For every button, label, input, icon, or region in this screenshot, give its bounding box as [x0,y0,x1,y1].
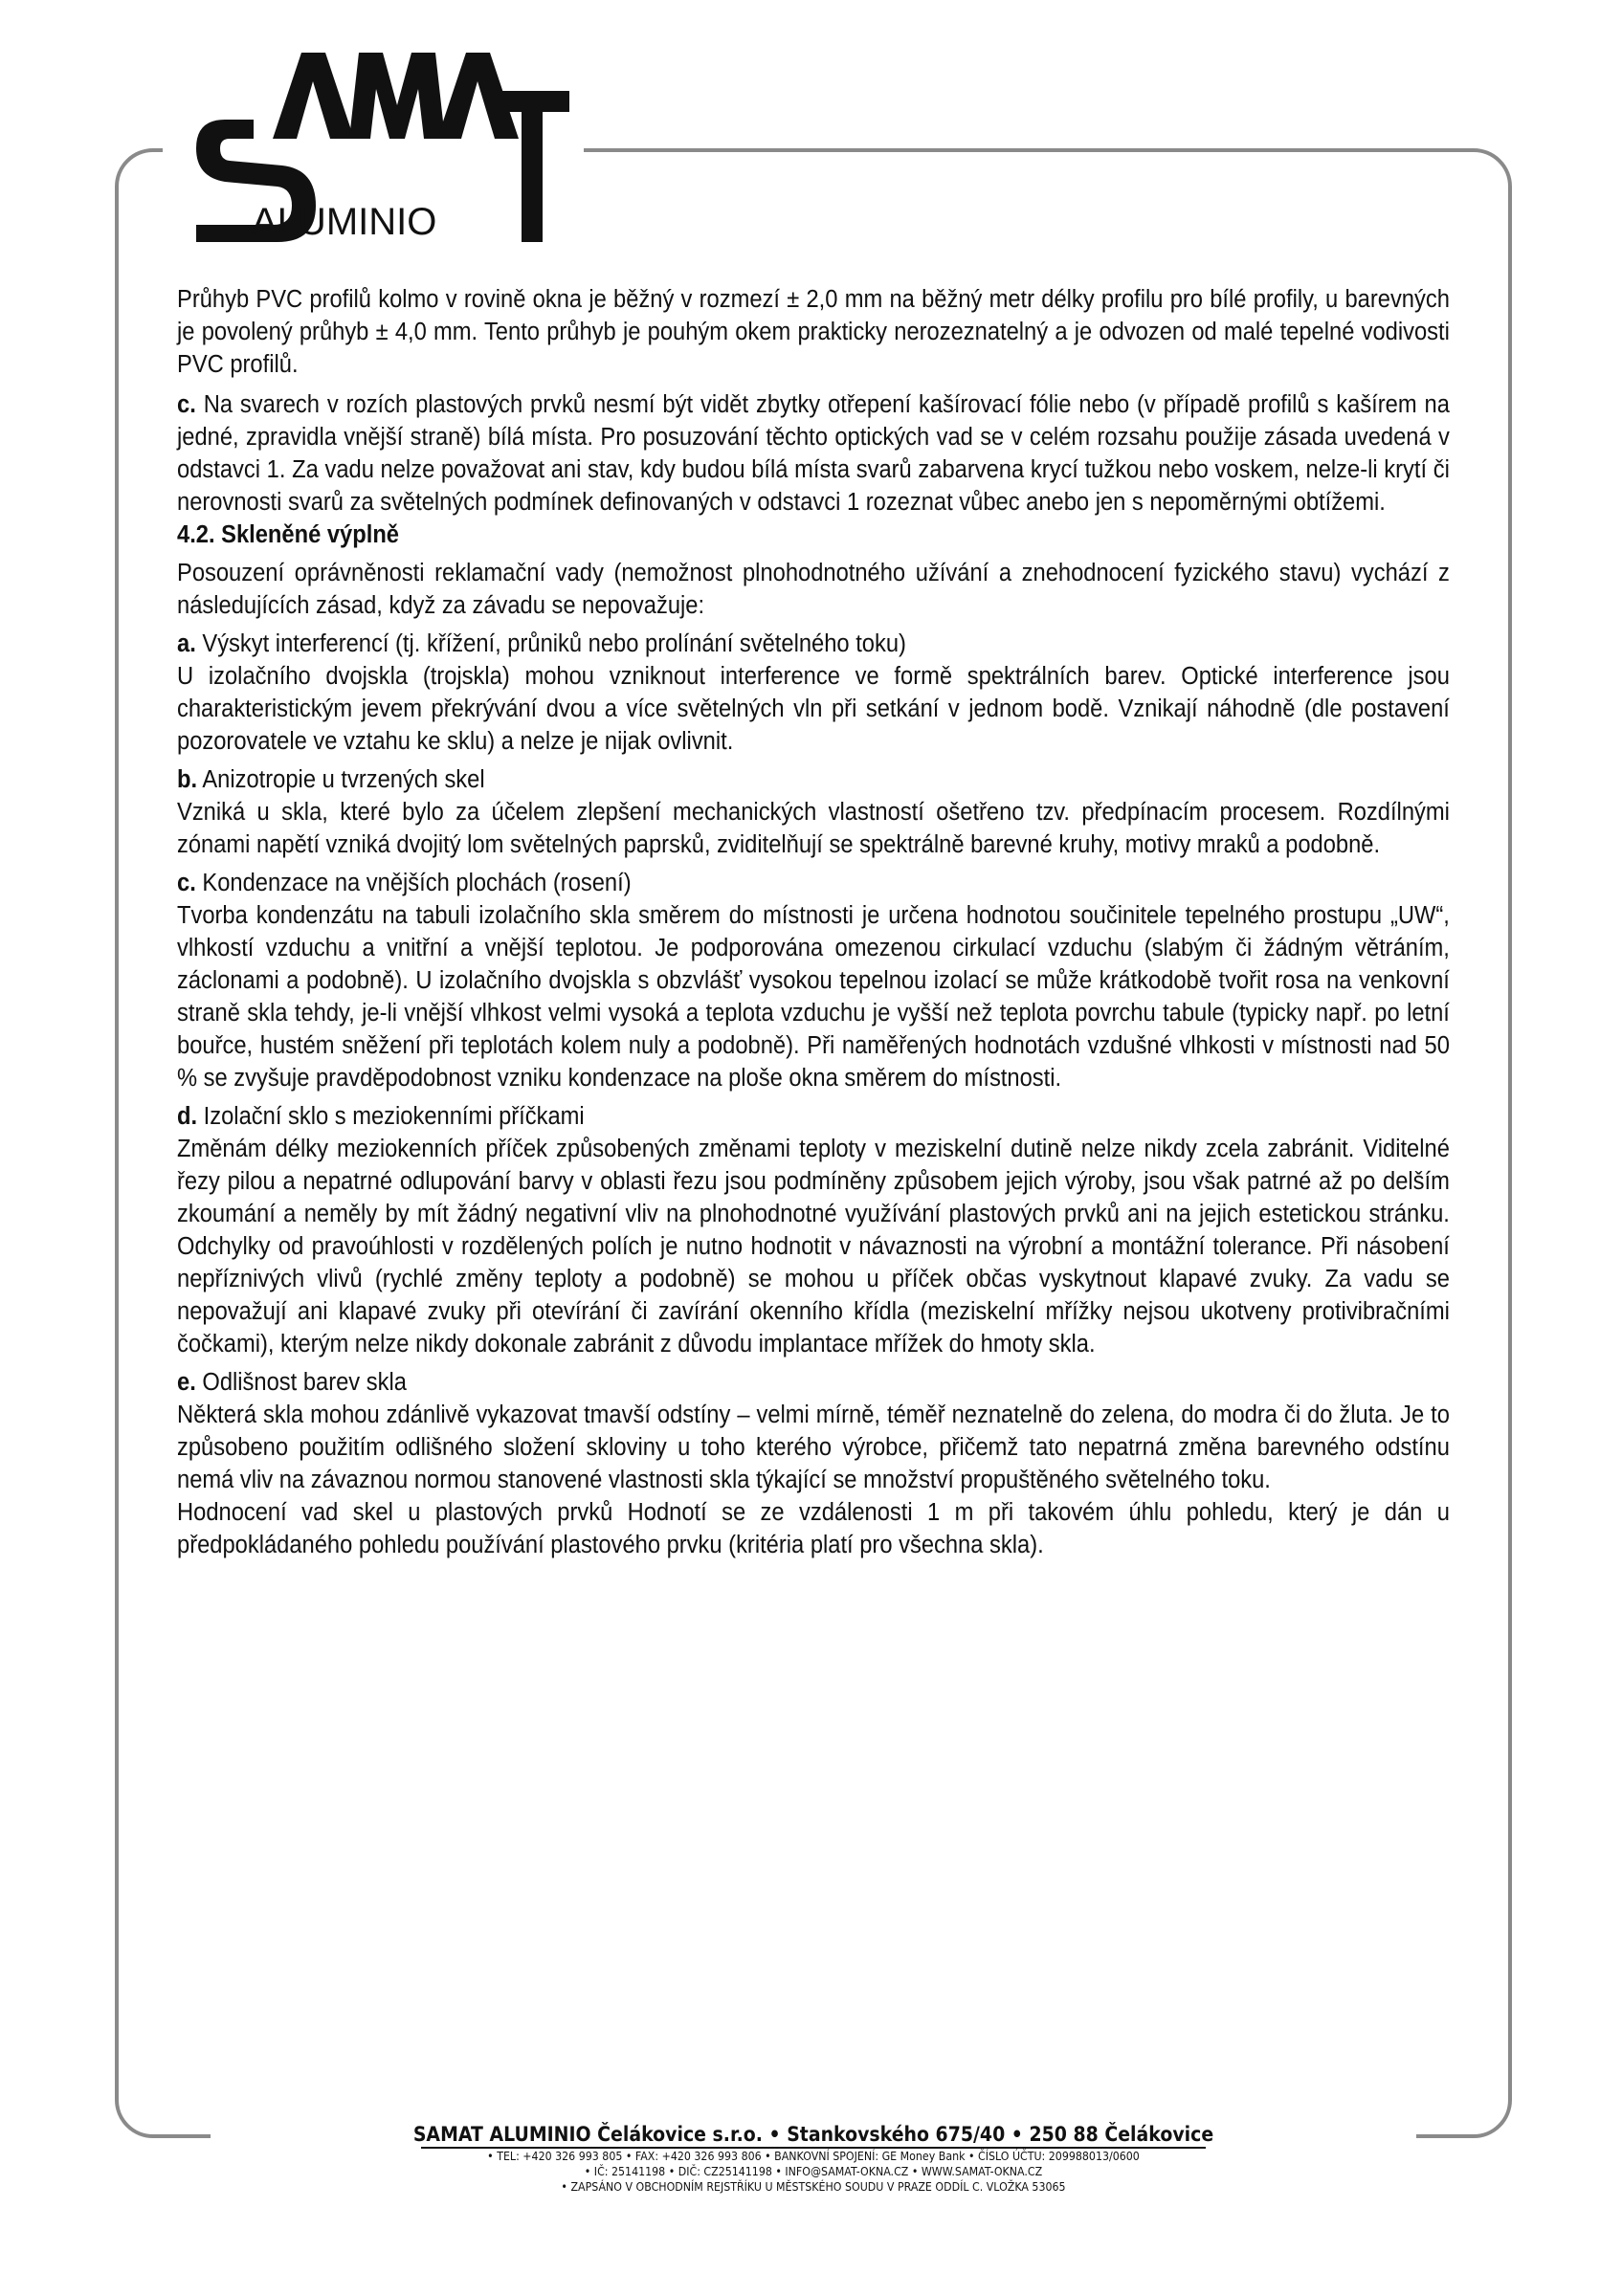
logo-text-aluminio: ALUMINIO [252,201,437,243]
item-d-title [177,1100,1450,1133]
item-label-c: c. [177,391,196,418]
item-a-title [177,628,1450,660]
item-title-b: Anizotropie u tvrzených skel [197,766,485,793]
item-text-c: Na svarech v rozích plastových prvků nesmí být vidět zbytky otřepení kašírovací fólie nebo (v případě profilů s kašírem na jedné, zpravidla vnější straně) bílá místa. Pro posuzování těchto optických vad se v celém rozsahu použije zásada uvedená v odstavci 1. Za vadu nelze považovat ani stav, kdy budou bílá místa svarů zabarvena krycí tužkou nebo voskem, nelze-li krytí či nerovnosti svarů za světelných podmínek definovaných v odstavci 1 rozeznat vůbec anebo jen s nepoměrnými obtížemi. [177,391,1450,516]
section-heading-4-2: 4.2. Skleněné výplně [177,521,400,548]
paragraph-c-welds [177,388,1450,519]
item-d-text: Změnám délky meziokenních příček způsobených změnami teploty v meziskelní dutině nelze nikdy zcela zabránit. Viditelné řezy pilou a nepatrné odlupování barvy v oblasti řezu jsou podmíněny způsobem jejich výroby, jsou však patrné až po delším zkoumání a neměly by mít žádný negativní vliv na plnohodnotné využívání plastových prvků ani na jejich estetickou stránku. Odchylky od pravoúhlosti v rozdělených polích je nutno hodnotit v návaznosti na výrobní a montážní tolerance. Při násobení nepříznivých vlivů (rychlé změny teploty a podobně) se mohou u příček občas vyskytnout klapavé zvuky. Za vadu se nepovažují ani klapavé zvuky při otevírání či zavírání okenního křídla (meziskelní mřížky nejsou ukotveny protivibračními čočkami), kterým nelze nikdy dokonale zabránit z důvodu implantace mřížek do hmoty skla. [177,1136,1450,1358]
item-label-d: d. [177,1103,198,1130]
item-b-text: Vzniká u skla, které bylo za účelem zlepšení mechanických vlastností ošetřeno tzv. předpínacím procesem. Rozdílnými zónami napětí vzniká dvojitý lom světelných paprsků, zviditelňují se spektrálně barevné kruhy, motivy mraků a podobně. [177,799,1450,858]
item-title-c2: Kondenzace na vnějších plochách (rosení) [195,870,632,896]
item-b-title [177,763,1450,796]
item-label-a: a. [177,630,196,657]
item-c2-title [177,867,1450,899]
item-label-e: e. [177,1369,196,1396]
footer [220,2122,1407,2198]
footer-contact-line: • TEL: +420 326 993 805 • FAX: +420 326 993 806 • BANKOVNÍ SPOJENÍ: GE Money Bank • ČÍSLO ÚČTU: 209988013/0600 [487,2150,1140,2163]
document-body [177,283,1450,1567]
footer-registry-line: • ZAPSÁNO V OBCHODNÍM REJSTŘÍKU U MĚSTSKÉHO SOUDU V PRAZE ODDÍL C. VLOŽKA 53065 [561,2180,1066,2194]
item-title-e: Odlišnost barev skla [195,1369,407,1396]
item-e-text: Některá skla mohou zdánlivě vykazovat tmavší odstíny – velmi mírně, téměř neznatelně do zelena, do modra či do žluta. Je to způsobeno použitím odlišného složení skloviny u toho kterého výrobce, přičemž tato nepatrná změna barevného odstínu nemá vliv na závaznou normou stanovené vlastnosti skla týkající se množství propuštěného světelného toku. [177,1402,1450,1493]
samat-aluminio-logo [187,53,569,244]
item-label-c2: c. [177,870,196,896]
item-label-b: b. [177,766,198,793]
paragraph-pvc-deflection: Průhyb PVC profilů kolmo v rovině okna je běžný v rozmezí ± 2,0 mm na běžný metr délky profilu pro bílé profily, u barevných je povolený průhyb ± 4,0 mm. Tento průhyb je pouhým okem prakticky nerozeznatelný a je odvozen od malé tepelné vodivosti PVC profilů. [177,286,1450,378]
item-title-d: Izolační sklo s meziokenními příčkami [197,1103,585,1130]
footer-id-line: • IČ: 25141198 • DIČ: CZ25141198 • INFO@SAMAT-OKNA.CZ • WWW.SAMAT-OKNA.CZ [584,2165,1043,2178]
paragraph-intro: Posouzení oprávněnosti reklamační vady (nemožnost plnohodnotného užívání a znehodnocení fyzického stavu) vychází z následujících zásad, když za závadu se nepovažuje: [177,560,1450,619]
footer-company-line: SAMAT ALUMINIO Čelákovice s.r.o. • Stankovského 675/40 • 250 88 Čelákovice [412,2123,1214,2146]
paragraph-final: Hodnocení vad skel u plastových prvků Hodnotí se ze vzdálenosti 1 m při takovém úhlu pohledu, který je dán u předpokládaného pohledu používání plastového prvku (kritéria platí pro všechna skla). [177,1499,1450,1558]
item-c2-text: Tvorba kondenzátu na tabuli izolačního skla směrem do místnosti je určena hodnotou součinitele tepelného prostupu „UW“, vlhkostí vzduchu a vnitřní a vnější teplotou. Je podporována omezenou cirkulací vzduchu (slabým či žádným větráním, záclonami a podobně). U izolačního dvojskla s obzvlášť vysokou tepelnou izolací se může krátkodobě tvořit rosa na venkovní straně skla tehdy, je-li vnější vlhkost velmi vysoká a teplota vzduchu je vyšší než teplota povrchu tabule (typicky např. po letní bouřce, hustém sněžení při teplotách kolem nuly a podobně). Při naměřených hodnotách vzdušné vlhkosti v místnosti nad 50 % se zvyšuje pravděpodobnost vzniku kondenzace na ploše okna směrem do místnosti. [177,902,1450,1092]
item-e-title [177,1366,1450,1399]
item-title-a: Výskyt interferencí (tj. křížení, průniků nebo prolínání světelného toku) [195,630,906,657]
item-a-text: U izolačního dvojskla (trojskla) mohou vzniknout interference ve formě spektrálních barev. Optické interference jsou charakteristickým jevem překrývání dvou a více světelných vln při setkání v jednom bodě. Vznikají náhodně (dle postavení pozorovatele ve vztahu ke sklu) a nelze je nijak ovlivnit. [177,663,1450,755]
